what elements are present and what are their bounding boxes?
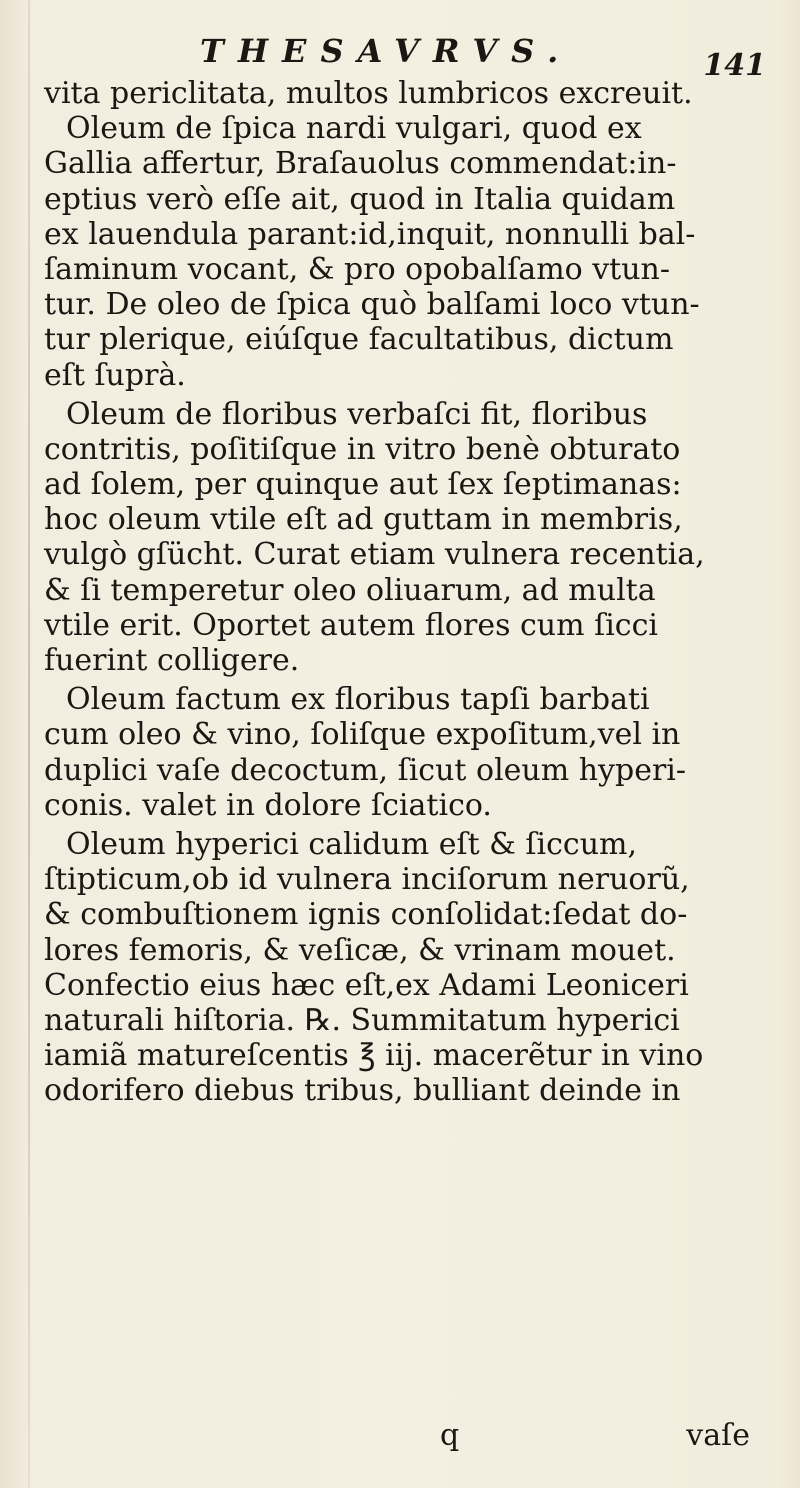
- page-number: 141: [703, 48, 766, 83]
- text-line: naturali hiſtoria. ℞. Summitatum hyperici: [44, 1002, 680, 1038]
- text-line: iamiã matureſcentis ℥ iij. macerẽtur in vino: [44, 1038, 704, 1074]
- text-line: Confectio eius hæc eſt,ex Adami Leoniceri: [44, 967, 689, 1003]
- text-line: eſt ſuprà.: [44, 357, 186, 393]
- text-line: duplici vaſe decoctum, ſicut oleum hyperi-: [44, 752, 687, 788]
- text-line: & ſi temperetur oleo oliuarum, ad multa: [44, 572, 656, 608]
- running-title: THESAVRVS.: [200, 32, 573, 70]
- text-line: odorifero diebus tribus, bulliant deinde in: [44, 1073, 681, 1109]
- text-line: Gallia affertur, Braſauolus commendat:in-: [44, 146, 677, 182]
- signature-mark: q: [440, 1418, 460, 1453]
- text-line: ad ſolem, per quinque aut ſex ſeptimanas:: [44, 467, 682, 503]
- text-line: conis. valet in dolore ſciatico.: [44, 787, 492, 823]
- text-line: tur. De oleo de ſpica quò balſami loco vtun-: [44, 287, 700, 323]
- text-line: Oleum de floribus verbaſci fit, floribus: [66, 396, 648, 432]
- catchword: vaſe: [686, 1418, 750, 1453]
- text-line: ex lauendula parant:id,inquit, nonnulli bal-: [44, 216, 696, 252]
- text-line: vita periclitata, multos lumbricos excreuit.: [44, 76, 693, 111]
- text-line: vtile erit. Oportet autem flores cum ſicci: [44, 607, 659, 643]
- text-line: fuerint colligere.: [44, 643, 300, 678]
- text-line: eptius verò eſſe ait, quod in Italia quidam: [44, 181, 676, 217]
- text-line: & combuſtionem ignis conſolidat:ſedat do-: [44, 897, 688, 933]
- text-line: Oleum hyperici calidum eſt & ſiccum,: [66, 826, 638, 862]
- text-line: ſaminum vocant, & pro opobalſamo vtun-: [44, 251, 671, 287]
- text-line: Oleum factum ex floribus tapſi barbati: [66, 682, 650, 718]
- body-text: [44, 76, 764, 1108]
- text-line: cum oleo & vino, ſoliſque expoſitum,vel in: [44, 717, 681, 753]
- text-line: ſtipticum,ob id vulnera inciſorum neruorũ,: [44, 862, 690, 898]
- text-line: contritis, poſitiſque in vitro benè obturato: [44, 431, 681, 467]
- page-footer: [0, 1418, 800, 1458]
- text-line: lores femoris, & veſicæ, & vrinam mouet.: [44, 932, 676, 968]
- text-line: hoc oleum vtile eſt ad guttam in membris,: [44, 502, 683, 538]
- text-line: vulgò gſücht. Curat etiam vulnera recentia,: [44, 537, 705, 573]
- text-line: tur plerique, eiúſque facultatibus, dictum: [44, 322, 674, 358]
- text-line: Oleum de ſpica nardi vulgari, quod ex: [66, 111, 642, 147]
- running-head: [0, 26, 800, 83]
- gutter-shadow: [28, 0, 30, 1488]
